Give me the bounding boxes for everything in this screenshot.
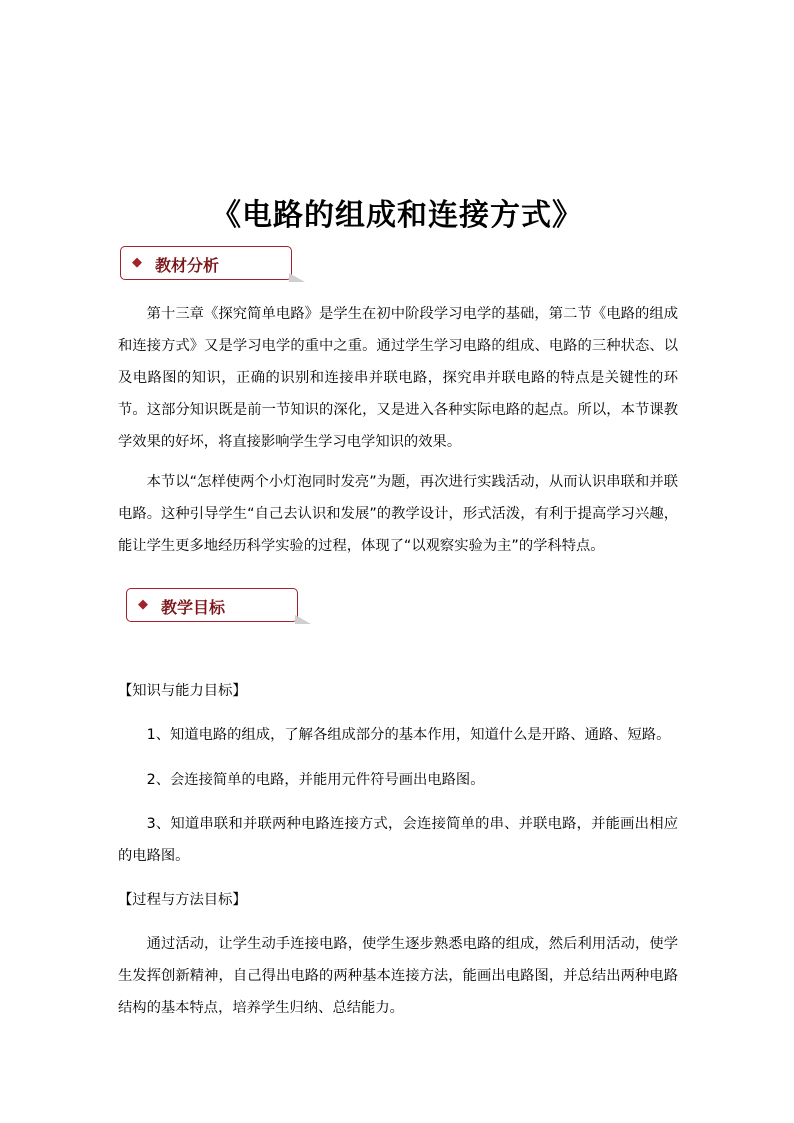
document-title: 《电路的组成和连接方式》 (211, 198, 583, 233)
process-heading: 【过程与方法目标】 (118, 892, 247, 908)
paragraph: 通过活动，让学生动手连接电路，使学生逐步熟悉电路的组成，然后利用活动，使学生发挥创新精神，自己得出电路的两种基本连接方法，能画出电路图，并总结出两种电路结构的基本特点，培养学生归纳、总结能力。 (118, 936, 678, 1016)
tab-shadow (295, 615, 311, 624)
section-label: 教学目标 (161, 598, 226, 617)
diamond-bullet-icon: ◆ (132, 255, 142, 270)
goal-item: 3、知道串联和并联两种电路连接方式，会连接简单的串、并联电路，并能画出相应的电路图。 (118, 816, 678, 864)
paragraph: 本节以“怎样使两个小灯泡同时发亮”为题，再次进行实践活动，从而认识串联和并联电路。这种引导学生“自己去认识和发展”的教学设计，形式活泼，有利于提高学习兴趣，能让学生更多地经历科学实验的过程，体现了“以观察实验为主”的学科特点。 (118, 474, 678, 554)
section-label: 教材分析 (155, 256, 220, 275)
goal-item: 1、知道电路的组成，了解各组成部分的基本作用，知道什么是开路、通路、短路。 (146, 727, 671, 743)
tab-shadow (289, 273, 305, 282)
paragraph: 第十三章《探究简单电路》是学生在初中阶段学习电学的基础，第二节《电路的组成和连接方式》又是学习电学的重中之重。通过学生学习电路的组成、电路的三种状态、以及电路图的知识，正确的识别和连接串并联电路，探究串并联电路的特点是关键性的环节。这部分知识既是前一节知识的深化，又是进入各种实际电路的起点。所以，本节课教学效果的好坏，将直接影响学生学习电学知识的效果。 (118, 306, 678, 450)
knowledge-heading: 【知识与能力目标】 (118, 683, 247, 699)
diamond-bullet-icon: ◆ (138, 597, 148, 612)
goal-item: 2、会连接简单的电路，并能用元件符号画出电路图。 (146, 772, 485, 788)
section-header-goals (126, 588, 298, 622)
section-header-materials (120, 246, 292, 280)
